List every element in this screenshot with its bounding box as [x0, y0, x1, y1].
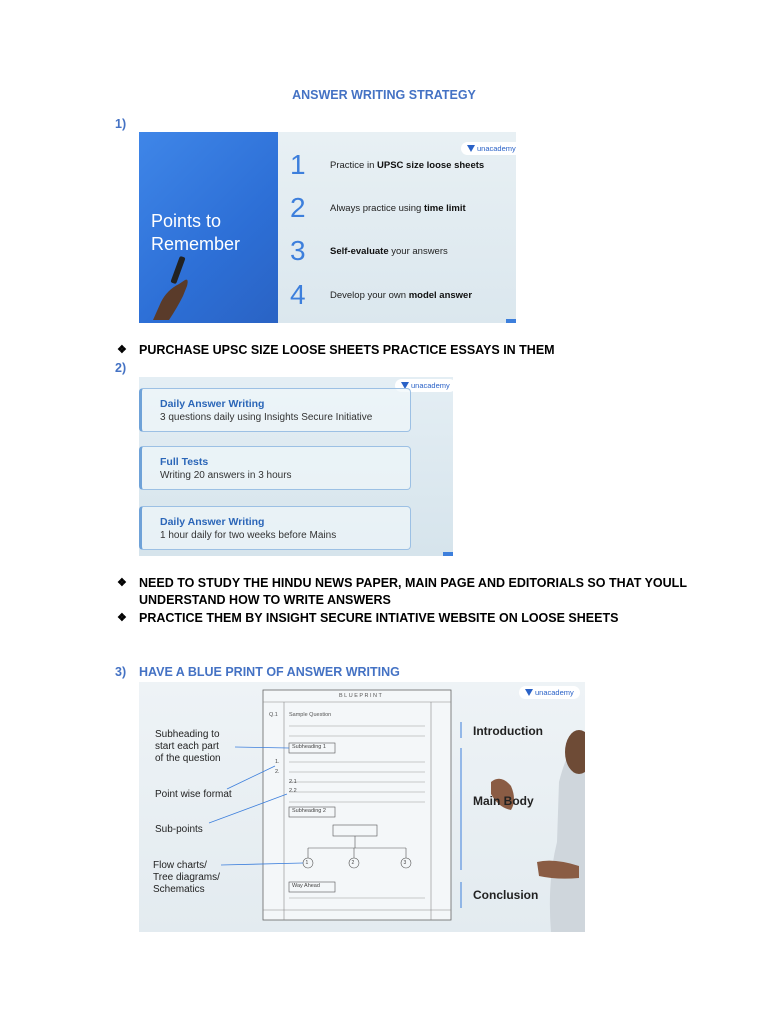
section-number-1: 1): [115, 117, 127, 131]
plan-card-3: [139, 506, 411, 550]
bullet-text: NEED TO STUDY THE HINDU NEWS PAPER, MAIN PAGE AND EDITORIALS SO THAT YOULL UNDERSTAND HOW TO WRITE ANSWERS: [139, 576, 687, 607]
unacademy-logo-icon: [525, 689, 533, 696]
bullet-item-3: [117, 610, 739, 627]
plan-card-1: [139, 388, 411, 432]
image1-heading-line2: Remember: [151, 234, 241, 254]
sheet-title: BLUEPRINT: [339, 693, 384, 699]
annotation-flow-charts: Flow charts/ Tree diagrams/ Schematics: [153, 860, 220, 895]
point-row-1: [290, 150, 484, 180]
tree-node-label: 2: [351, 860, 355, 866]
image1-blue-panel: [139, 132, 278, 323]
question-label: Q.1: [269, 712, 278, 718]
logo-text: unacademy: [477, 144, 516, 153]
image1-heading-line1: Points to: [151, 211, 222, 231]
tree-node-label: 1: [305, 860, 309, 866]
bullet-item-2: [117, 575, 699, 609]
answer-writing-plan-image: [139, 377, 453, 556]
card-subtext: 3 questions daily using Insights Secure Initiative: [160, 412, 373, 423]
card-heading: Full Tests: [160, 456, 209, 468]
point-text: Always practice using time limit: [330, 202, 466, 214]
bullet-text: PRACTICE THEM BY INSIGHT SECURE INTIATIVE WEBSITE ON LOOSE SHEETS: [139, 611, 619, 625]
corner-accent: [506, 319, 516, 323]
point-marker: 2.: [275, 769, 280, 775]
side-label-introduction: Introduction: [473, 724, 543, 738]
side-label-conclusion: Conclusion: [473, 888, 539, 902]
logo-text: unacademy: [411, 381, 450, 390]
plan-card-2: [139, 446, 411, 490]
side-label-main-body: Main Body: [473, 794, 534, 808]
card-subtext: 1 hour daily for two weeks before Mains: [160, 530, 337, 541]
annotation-subheading: Subheading to start each part of the question: [155, 729, 221, 764]
point-number: 1: [290, 149, 306, 180]
card-heading: Daily Answer Writing: [160, 516, 265, 528]
bullet-text: PURCHASE UPSC SIZE LOOSE SHEETS PRACTICE ESSAYS IN THEM: [139, 343, 555, 357]
subheading-2-box: Subheading 2: [292, 808, 326, 814]
point-row-4: [290, 280, 472, 310]
image1-points-panel: [278, 132, 516, 323]
point-text: Self-evaluate your answers: [330, 245, 448, 257]
points-to-remember-image: [139, 132, 516, 323]
point-text: Practice in UPSC size loose sheets: [330, 159, 485, 171]
section-number-3: 3): [115, 665, 127, 679]
card-subtext: Writing 20 answers in 3 hours: [160, 470, 292, 481]
annotation-sub-points: Sub-points: [155, 824, 203, 835]
sample-question: Sample Question: [289, 712, 332, 718]
pointer-hand-icon: [147, 250, 207, 323]
diamond-bullet-icon: ❖: [117, 344, 127, 356]
point-number: 2: [290, 192, 306, 223]
bullet-item-1: [117, 342, 739, 359]
way-ahead-box: Way Ahead: [292, 883, 320, 889]
blueprint-image: [139, 682, 585, 932]
section-number-2: 2): [115, 361, 127, 375]
point-row-2: [290, 193, 466, 223]
unacademy-logo: [519, 686, 580, 699]
annotation-point-wise: Point wise format: [155, 789, 232, 800]
point-marker: 2.1: [289, 779, 297, 785]
point-row-3: [290, 236, 448, 266]
corner-accent: [443, 552, 453, 556]
diamond-bullet-icon: ❖: [117, 577, 127, 589]
subheading-1-box: Subheading 1: [292, 744, 326, 750]
tree-node-label: 3: [403, 860, 407, 866]
point-text: Develop your own model answer: [330, 289, 473, 301]
point-number: 3: [290, 235, 306, 266]
diamond-bullet-icon: ❖: [117, 612, 127, 624]
point-marker: 1.: [275, 759, 280, 765]
card-heading: Daily Answer Writing: [160, 398, 265, 410]
section-3-heading: HAVE A BLUE PRINT OF ANSWER WRITING: [139, 665, 400, 679]
document-title: ANSWER WRITING STRATEGY: [292, 88, 476, 102]
point-number: 4: [290, 279, 306, 310]
logo-text: unacademy: [535, 688, 574, 697]
point-marker: 2.2: [289, 788, 297, 794]
